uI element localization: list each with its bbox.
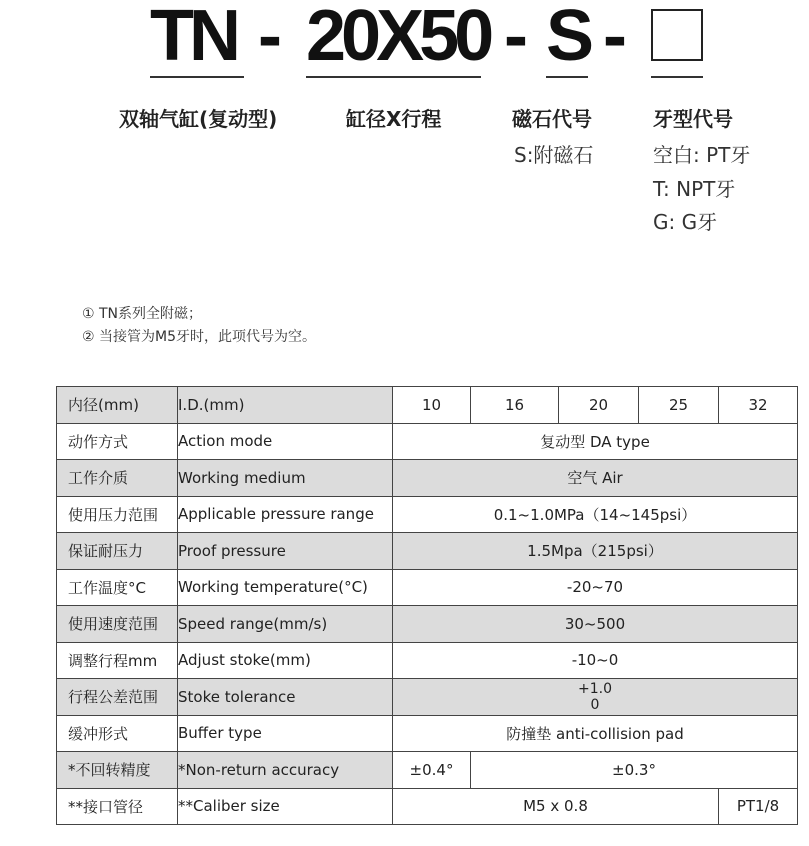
row-label-cn: *不回转精度: [57, 752, 178, 789]
thread-code-box: [651, 9, 703, 61]
bore-16: 16: [471, 387, 559, 424]
bore-25: 25: [639, 387, 719, 424]
legend-thread-option-g: G: G牙: [653, 210, 718, 234]
table-row: [57, 533, 798, 570]
row-value: ±0.3°: [471, 752, 798, 789]
row-label-en: **Caliber size: [178, 788, 393, 825]
row-value: 空气 Air: [393, 460, 798, 497]
tolerance-upper: +1.0: [578, 680, 612, 697]
table-row: [57, 606, 798, 643]
row-value: 0.1~1.0MPa（14~145psi）: [393, 496, 798, 533]
code-dash-2: -: [504, 0, 523, 76]
row-label-cn: 缓冲形式: [57, 715, 178, 752]
row-label-en: Action mode: [178, 423, 393, 460]
row-label-cn: 调整行程mm: [57, 642, 178, 679]
code-size: 20X50: [306, 0, 490, 76]
table-row: [57, 496, 798, 533]
note-1: ① TN系列全附磁；: [82, 306, 203, 322]
row-value: 1.5Mpa（215psi）: [393, 533, 798, 570]
row-label-en: Buffer type: [178, 715, 393, 752]
code-magnet: S: [546, 0, 590, 76]
row-label-en: I.D.(mm): [178, 387, 393, 424]
row-label-en: Speed range(mm/s): [178, 606, 393, 643]
table-row: [57, 715, 798, 752]
row-label-cn: 内径(mm): [57, 387, 178, 424]
legend-thread-title: 牙型代号: [653, 107, 733, 131]
code-dash-1: -: [258, 0, 277, 76]
legend-series-title: 双轴气缸(复动型): [119, 107, 278, 131]
row-label-cn: 工作介质: [57, 460, 178, 497]
table-row: [57, 752, 798, 789]
row-label-en: Proof pressure: [178, 533, 393, 570]
row-label-en: Stoke tolerance: [178, 679, 393, 716]
row-label-cn: 工作温度°C: [57, 569, 178, 606]
row-value: PT1/8: [719, 788, 798, 825]
row-label-en: Adjust stoke(mm): [178, 642, 393, 679]
note-2: ② 当接管为M5牙时，此项代号为空。: [82, 329, 316, 345]
row-value: M5 x 0.8: [393, 788, 719, 825]
table-row: [57, 460, 798, 497]
row-value: 30~500: [393, 606, 798, 643]
row-label-cn: 使用速度范围: [57, 606, 178, 643]
table-row: [57, 387, 798, 424]
table-row: [57, 642, 798, 679]
legend-magnet-title: 磁石代号: [512, 107, 592, 131]
underline-thread: [651, 76, 703, 78]
bore-32: 32: [719, 387, 798, 424]
underline-magnet: [546, 76, 588, 78]
legend-magnet-option: S:附磁石: [514, 143, 594, 167]
spec-table: [56, 386, 798, 825]
code-dash-3: -: [603, 0, 622, 76]
table-row: [57, 423, 798, 460]
row-label-en: *Non-return accuracy: [178, 752, 393, 789]
row-label-cn: 使用压力范围: [57, 496, 178, 533]
row-value: 防撞垫 anti-collision pad: [393, 715, 798, 752]
legend-size-title: 缸径X行程: [346, 107, 442, 131]
bore-20: 20: [559, 387, 639, 424]
underline-size: [306, 76, 481, 78]
row-value: -20~70: [393, 569, 798, 606]
row-label-en: Working medium: [178, 460, 393, 497]
row-value: ±0.4°: [393, 752, 471, 789]
legend-thread-option-pt: 空白: PT牙: [653, 143, 751, 167]
row-label-cn: 行程公差范围: [57, 679, 178, 716]
table-row: [57, 788, 798, 825]
bore-10: 10: [393, 387, 471, 424]
row-value: 复动型 DA type: [393, 423, 798, 460]
row-label-cn: 动作方式: [57, 423, 178, 460]
row-label-cn: 保证耐压力: [57, 533, 178, 570]
row-label-en: Applicable pressure range: [178, 496, 393, 533]
row-value: [393, 679, 798, 716]
legend-thread-option-npt: T: NPT牙: [653, 177, 736, 201]
row-label-en: Working temperature(°C): [178, 569, 393, 606]
table-row: [57, 569, 798, 606]
row-value: -10~0: [393, 642, 798, 679]
tolerance-lower: 0: [590, 696, 600, 713]
row-label-cn: **接口管径: [57, 788, 178, 825]
table-row: [57, 679, 798, 716]
underline-prefix: [150, 76, 244, 78]
code-prefix: TN: [150, 0, 236, 76]
